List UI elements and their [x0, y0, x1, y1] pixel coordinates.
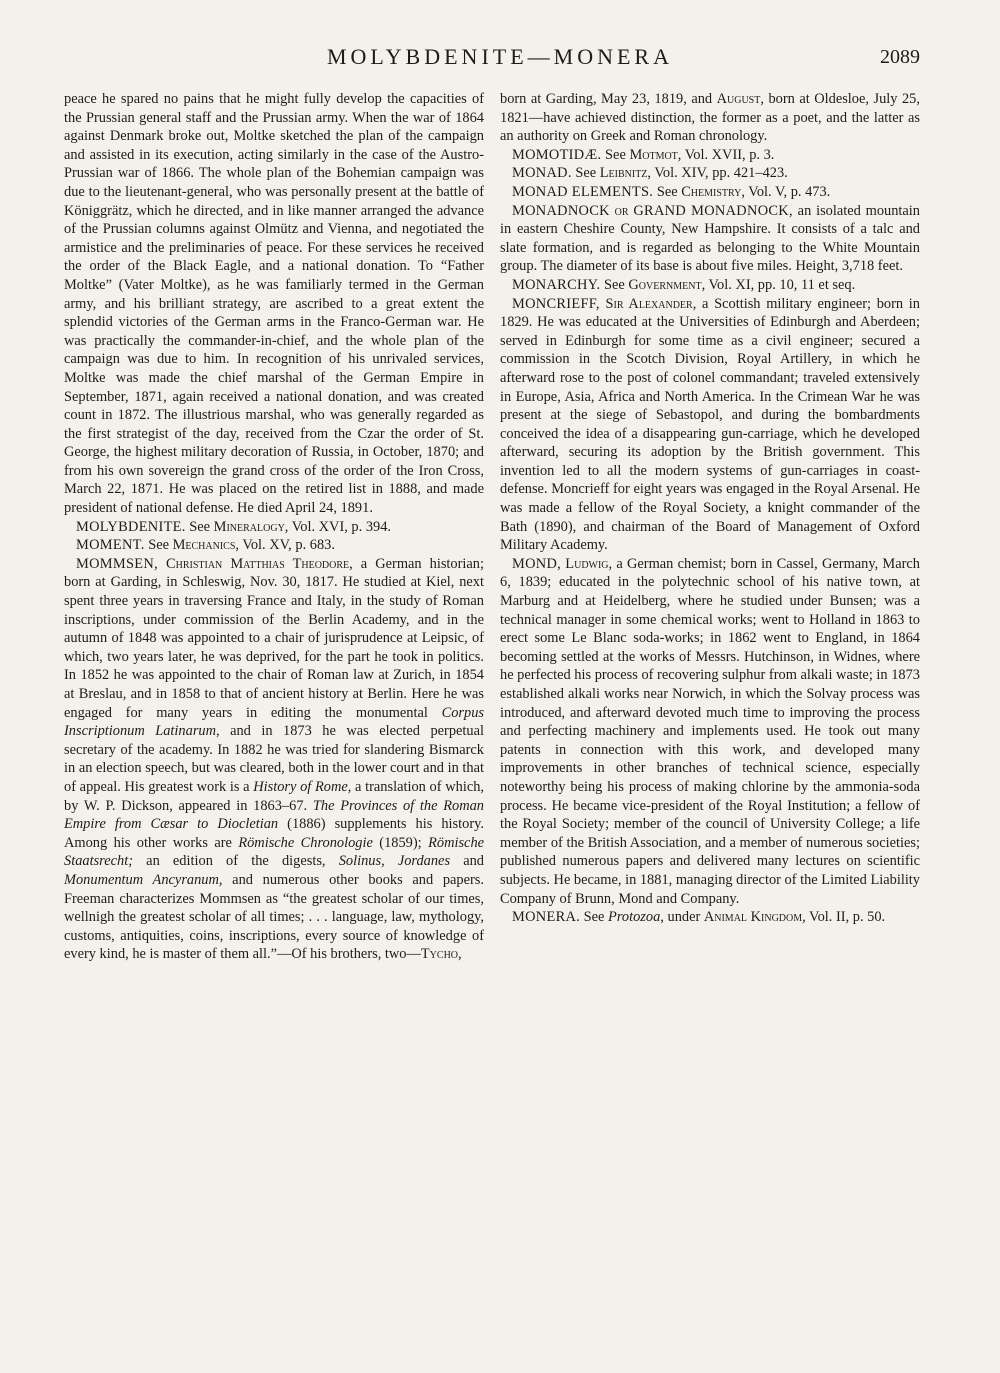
entry-headword: MOLYBDENITE.	[76, 518, 186, 535]
entry-headword: MONAD ELEMENTS.	[512, 183, 654, 200]
cross-reference: Protozoa	[608, 909, 661, 926]
entry-monadnock	[500, 202, 920, 276]
entry-headword: MONADNOCK	[512, 202, 610, 219]
entry-headword: MOND,	[512, 555, 562, 572]
cross-reference: Chemistry	[681, 183, 742, 200]
entry-or: or	[609, 202, 634, 219]
entry-text: , and numerous other books and papers. Freeman characterizes Mommsen as “the greatest scholar of our times, wellnigh the greatest scholar of all times; . . . language, law, mythology, customs, antiquities, coins, inscriptions, every source of knowledge of every kind, he is master of them all.”—Of his brothers, two—	[64, 871, 485, 963]
entry-text: , born at Oldesloe, July 25, 1821—have achieved distinction, the former as a poet, and the latter as an authority on Greek and Roman chronology.	[500, 91, 920, 145]
entry-see: See	[600, 276, 629, 293]
entry-given-names: Ludwig	[561, 555, 609, 572]
entry-reference-tail: , Vol. XVI, p. 394.	[284, 518, 392, 535]
entry-text: , a Scottish military engineer; born in 1829. He was educated at the Universities of Edinburgh and Aberdeen; served in Edinburgh for some time as a civil engineer; secured a commission in the Scotch Division, Royal Artillery, in which he afterward rose to the post of colonel commandant; traveled extensively in Europe, Asia, Africa and North America. In the Crimean War he was present at the siege of Sebastopol, and during the bombardments conceived the idea of a disappearing gun-carriage, which he developed afterward, securing its adoption by the British government. This invention led to all the modern systems of gun-carriages in coast-defense. Moncrieff for eight years was engaged in the Royal Arsenal. He was made a fellow of the Royal Society, a knight commander of the Bath (1890), and chairman of the Board of Management of Oxford Military Academy.	[500, 295, 920, 554]
entry-headword: MONCRIEFF,	[512, 295, 600, 312]
entry-see: See	[185, 518, 214, 535]
right-column	[500, 90, 920, 927]
person-name: Tycho	[420, 946, 459, 963]
page-number: 2089	[880, 46, 920, 68]
entry-headword: MONARCHY.	[512, 276, 601, 293]
entry-headword-alt: GRAND MONADNOCK,	[633, 202, 793, 219]
entry-text: , a German historian; born at Garding, in Schleswig, Nov. 30, 1817. He studied at Kiel, next spent three years in traversing France and Italy, in the study of Roman inscriptions, under commission of the Berlin Academy, and in the autumn of 1848 was appointed to a chair of jurisprudence at Leipsic, of which, two years later, he was deprived, for the part he took in politics. In 1852 he was appointed to the chair of Roman law at Zurich, in 1854 at Breslau, and in 1858 to that of ancient history at Berlin. Here he was engaged for many years in editing the monumental	[64, 555, 484, 721]
entry-text: , and in 1873 he was elected perpetual secretary of the academy. In 1882 he was tried for slandering Bismarck in an election speech, but was cleared, both in the lower court and in that of appeal. His greatest work is a	[64, 723, 484, 795]
cross-reference: Leibnitz	[599, 165, 648, 182]
entry-see: See	[653, 183, 682, 200]
running-title: MOLYBDENITE—MONERA	[326, 44, 673, 69]
entry-text: and	[450, 853, 485, 870]
cross-reference: Government	[628, 276, 702, 293]
work-title: Römische Staatsrecht;	[64, 834, 485, 870]
entry-headword: MONAD.	[512, 165, 572, 182]
entry-moltke-continued	[64, 90, 484, 518]
entry-headword: MONERA.	[512, 909, 581, 926]
entry-reference-tail: , Vol. XVII, p. 3.	[677, 146, 775, 163]
entry-text: peace he spared no pains that he might fully develop the capacities of the Prussian general staff and the Prussian army. When the war of 1864 against Denmark broke out, Moltke sketched the plan of the campaign and assisted in its execution, acting similarly in the case of the Austro-Prussian war of 1866. The whole plan of the Bohemian campaign was due to the lieutenant-general, who was personally present at the battle of Königgrätz, which he directed, and in like manner arranged the advance of the Prussian columns against Olmütz and Vienna, and negotiated the armistice and the preliminaries of peace. For these services he received the order of the Black Eagle, and a national donation. To “Father Moltke” (Vater Moltke), as he was familiarly termed in the German army, and his brilliant strategy, are ascribed to a great extent the splendid victories of the German arms in the Franco-German war. He was practically the commander-in-chief, and the whole plan of the campaign was due to him. In recognition of his unrivaled services, Moltke was made the chief marshal of the German Empire in September, 1871, again received a national donation, and was created count in 1872. The illustrious marshal, who was generally regarded as the first strategist of the day, received from the Czar the order of St. George, the highest military decoration of Russia, in October, 1870; and from his own sovereign the grand cross of the order of the Iron Cross, March 22, 1871. He was placed on the retired list in 1888, and made president of national defense. He died April 24, 1891.	[64, 91, 484, 517]
entry-mommsen-continued	[500, 90, 920, 146]
entry-given-names: Sir Alexander	[599, 295, 693, 312]
entry-given-names: Christian Matthias Theodore	[157, 555, 350, 572]
work-title: Römische Chronologie	[238, 834, 373, 851]
entry-text: born at Garding, May 23, 1819, and	[500, 91, 717, 107]
entry-reference-tail: , Vol. XV, p. 683.	[235, 537, 335, 554]
entry-text: , a German chemist; born in Cassel, Germany, March 6, 1839; educated in the polytechnic school of his native town, at Marburg and at Heidelberg, where he studied under Bunsen; was a technical manager in some chemical works; went to Holland in 1863 to erect some Le Blanc soda-works; in 1862 went to England, in 1864 becoming settled at the works of Messrs. Hutchinson, in Widnes, where he perfected his process of recovering sulphur from alkali waste; in 1873 established alkali works near Norwich, in which the Solvay process was introduced, and afterward devoted much time to improving the process and perfecting machinery and implements used. He took out many patents in connection with this work, and developed many improvements in other branches of technical science, especially noteworthy being his process of making chlorine by the ammonia-soda process. He became vice-president of the Royal Institution; a fellow of the Royal Society; member of the council of University College; a life member of the British Association, and a member of numerous societies; published numerous papers and delivered many lectures on scientific subjects. He became, in 1881, managing director of the Limited Liability Company of Brunn, Mond and Company.	[500, 555, 921, 907]
entry-moment	[64, 536, 484, 555]
work-title: Corpus Inscriptionum Latinarum	[64, 704, 484, 740]
entry-monad-elements	[500, 183, 920, 202]
entry-text: , a translation of which, by W. P. Dickson, appeared in 1863–67.	[64, 778, 485, 814]
cross-reference: Animal Kingdom	[703, 909, 803, 926]
work-title: History of Rome	[253, 778, 348, 795]
entry-mommsen	[64, 555, 484, 964]
entry-reference-tail: , Vol. XI, pp. 10, 11 et seq.	[701, 276, 856, 293]
entry-text: ,	[458, 946, 462, 963]
entry-under: , under	[660, 909, 704, 926]
entry-moncrieff	[500, 295, 920, 555]
entry-reference-tail: , Vol. XIV, pp. 421–423.	[647, 165, 788, 182]
cross-reference: Mineralogy	[213, 518, 285, 535]
work-title: Monumentum Ancyranum	[64, 871, 219, 888]
entry-monera	[500, 908, 920, 927]
entry-see: See	[580, 909, 609, 926]
entry-reference-tail: , Vol. V, p. 473.	[741, 183, 831, 200]
entry-see: See	[571, 165, 600, 182]
entry-mond	[500, 555, 920, 908]
entry-see: See	[144, 537, 173, 554]
person-name: August	[716, 91, 761, 107]
entry-see: See	[601, 146, 630, 163]
work-title: Solinus, Jordanes	[338, 853, 451, 870]
entry-monarchy	[500, 276, 920, 295]
entry-text: an edition of the digests,	[133, 853, 339, 870]
cross-reference: Motmot	[629, 146, 678, 163]
work-title: The Provinces of the Roman Empire from Cæsar to Diocletian	[64, 797, 484, 833]
running-head	[0, 44, 1000, 78]
entry-text: (1859);	[372, 834, 429, 851]
cross-reference: Mechanics	[172, 537, 236, 554]
entry-molybdenite	[64, 518, 484, 537]
entry-headword: MOMOTIDÆ.	[512, 146, 602, 163]
entry-momotidae	[500, 146, 920, 165]
entry-reference-tail: , Vol. II, p. 50.	[802, 909, 886, 926]
entry-headword: MOMMSEN,	[76, 555, 158, 572]
entry-text: an isolated mountain in eastern Cheshire County, New Hampshire. It consists of a talc and slate formation, and is regarded as belonging to the White Mountain group. The diameter of its base is about five miles. Height, 3,718 feet.	[500, 202, 920, 275]
entry-monad	[500, 164, 920, 183]
entry-text: (1886) supplements his history. Among his other works are	[64, 816, 485, 851]
entry-headword: MOMENT.	[76, 537, 145, 554]
left-column	[64, 90, 484, 964]
